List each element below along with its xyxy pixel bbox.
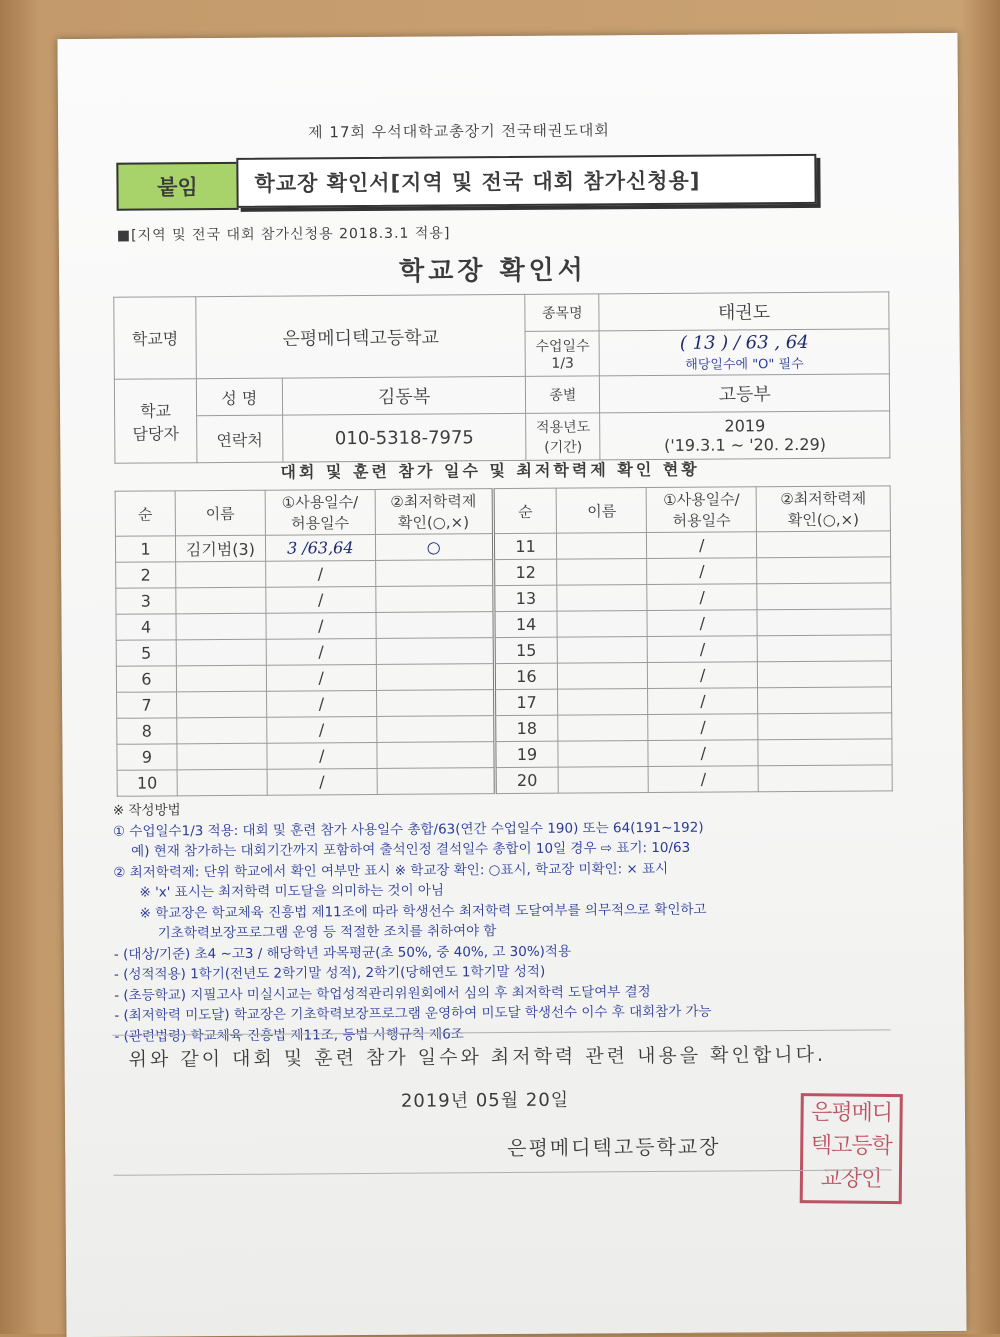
header-days-line1: ①사용일수/ [663,490,740,509]
header-days-line2: 허용일수 [672,511,731,530]
row-no: 6 [116,666,176,692]
event-value: 태권도 [599,292,889,331]
row-days: / [266,586,376,613]
row-no: 13 [493,585,557,611]
row-name [176,613,266,640]
form-banner: 학교장 확인서[지역 및 전국 대회 참가신청용] [236,154,816,208]
attachment-tag: 붙임 [116,162,238,211]
row-no: 15 [494,637,558,663]
header-grade-line1: ②최저학력제 [390,492,477,511]
row-no: 3 [116,588,176,614]
row-days: / [647,610,757,637]
row-name [176,665,266,692]
row-days: / [648,662,758,689]
row-days: / [647,532,757,559]
divider [113,1169,891,1175]
row-days: / [647,584,757,611]
row-no: 10 [117,770,177,796]
days-cell [599,329,889,376]
days-label-line2: 1/3 [551,355,574,372]
school-value: 은평메디텍고등학교 [196,294,526,378]
row-grade [758,713,892,740]
year-label [526,413,600,461]
header-name-left: 이름 [175,490,265,536]
days-note: 해당일수에 "O" 필수 [685,356,804,373]
header-days-left [265,489,375,535]
row-no: 18 [494,715,558,741]
row-name [558,637,648,664]
row-name [557,559,647,586]
row-grade [375,560,493,587]
row-no: 4 [116,614,176,640]
document-page [57,33,966,1337]
year-range: ('19.3.1 ~ '20. 2.29) [663,434,827,455]
instruction-line: - (대상/기준) 초4 ~고3 / 해당학년 과목평균(초 50%, 중 40%, 고 30%)적용 [113,943,572,963]
row-no: 9 [117,744,177,770]
row-grade [757,609,891,636]
year-label-line1: 적용년도 [535,419,591,436]
instruction-line: 예) 현재 참가하는 대회기간까지 포함하여 출석인정 결석일수 총합이 10일 경우 ⇨ 표기: 10/63 [131,839,691,860]
row-name [558,689,648,716]
staff-label-line1: 학교 [139,400,172,421]
row-no: 12 [493,559,557,585]
row-days: / [267,716,377,743]
header-grade-left [375,489,493,535]
row-days: / [266,638,376,665]
contact-label: 연락처 [197,415,283,463]
participation-table [115,485,893,796]
row-name [176,561,266,588]
row-name [176,587,266,614]
days-label-line1: 수업일수 [535,338,590,355]
header-name-right: 이름 [557,488,647,534]
header-days-right [646,487,756,533]
row-days: / [647,558,757,585]
row-no: 16 [494,663,558,689]
row-grade [758,765,892,792]
name-value: 김동복 [282,376,526,415]
row-grade: ○ [375,534,493,561]
header-no-right: 순 [493,488,557,533]
row-days: / [647,636,757,663]
row-grade [757,635,891,662]
header-grade-line1: ②최저학력제 [780,489,867,509]
row-days: / [267,742,377,769]
row-no: 2 [116,562,176,588]
row-name [177,743,267,770]
info-table [113,291,890,463]
list-title: 대회 및 훈련 참가 일수 및 최저학력제 확인 현황 [280,459,700,482]
row-no: 19 [494,741,558,767]
row-days: / [648,714,758,741]
row-days: / [266,664,376,691]
event-title: 제 17회 우석대학교총장기 전국태권도대회 [308,121,610,142]
row-name: 김기범(3) [175,535,265,562]
header-days-line2: 허용일수 [291,514,350,533]
row-grade [376,716,494,743]
row-no: 20 [495,767,559,793]
row-no: 5 [116,640,176,666]
year-label-line2: (기간) [544,439,583,456]
row-no: 8 [117,718,177,744]
row-days: / [267,768,377,795]
row-grade [757,557,891,584]
instruction-line: ※ 'x' 표시는 최저학력 미도달을 의미하는 것이 아님 [139,882,445,901]
row-name [558,663,648,690]
row-name [176,691,266,718]
header-grade-line2: 확인(○,×) [397,513,470,532]
row-days: / [648,740,758,767]
header-days-line1: ①사용일수/ [281,493,359,512]
row-grade [757,531,891,558]
header-grade-line2: 확인(○,×) [787,510,860,530]
row-name [557,533,647,560]
instruction-line: - (최저학력 미도달) 학교장은 기초학력보장프로그램 운영하여 미도달 학생선수 이수 후 대회참가 가능 [114,1003,712,1024]
row-grade [377,742,495,769]
row-grade [376,690,494,717]
form-applicability-note: ■[지역 및 전국 대회 참가신청용 2018.3.1 적용] [116,225,451,244]
instructions-heading: ※ 작성방법 [112,802,181,819]
instruction-line: - (성적적용) 1학기(전년도 2학기말 성적), 2학기(당해연도 1학기말 성적) [113,963,546,983]
row-name [559,767,649,794]
instruction-line: 기초학력보장프로그램 운영 등 적절한 조치를 취하여야 함 [157,923,497,942]
event-label: 종목명 [525,294,599,332]
instruction-line: - (초등학교) 지필고사 미실시교는 학업성적관리위원회에서 심의 후 최저학력 도달여부 결정 [114,983,651,1004]
row-name [557,585,647,612]
days-label [525,331,599,377]
row-days: / [265,560,375,587]
issue-date: 2019년 05월 20일 [400,1089,570,1112]
staff-label [114,379,196,464]
table-row [117,765,892,796]
row-grade [377,768,495,795]
row-no: 14 [494,611,558,637]
instruction-line: - (관련법령) 학교체육 진흥법 제11조, 동법 시행규칙 제6조 [114,1025,464,1045]
official-seal: 은평메디 텍고등학 교장인 [800,1093,903,1204]
instruction-line: ① 수업일수1/3 적용: 대회 및 훈련 참가 사용일수 총합/63(연간 수업일수 190) 또는 64(191~192) [112,819,704,840]
row-grade [758,687,892,714]
row-name [558,715,648,742]
principal-name: 은평메디텍고등학교장 [507,1134,721,1161]
row-grade [757,583,891,610]
header-no-left: 순 [115,491,175,536]
row-days: / [648,688,758,715]
staff-label-line2: 담당자 [132,423,179,444]
contact-value: 010-5318-7975 [282,413,526,462]
row-no: 1 [115,536,175,562]
row-name [557,611,647,638]
row-no: 7 [117,692,177,718]
row-days: / [266,612,376,639]
row-days: 3 /63,64 [265,534,375,561]
row-name [176,639,266,666]
division-label: 종별 [526,376,600,414]
row-days: / [648,766,758,793]
row-no: 17 [494,689,558,715]
name-label: 성 명 [196,378,282,416]
year-cell [600,411,890,460]
row-days: / [266,690,376,717]
page-title: 학교장 확인서 [399,255,587,287]
instructions [113,795,915,1047]
row-grade [375,586,493,613]
row-name [558,741,648,768]
year-value: 2019 [724,416,766,436]
row-name [177,769,267,796]
instruction-line: ② 최저학력제: 단위 학교에서 확인 여부만 표시 ※ 학교장 확인: ○표시, 학교장 미확인: × 표시 [113,860,669,881]
days-value: ( 13 ) / 63 , 64 [679,331,809,354]
school-label: 학교명 [114,297,196,380]
row-grade [758,661,892,688]
row-no: 11 [493,533,557,559]
row-grade [376,612,494,639]
confirmation-statement: 위와 같이 대회 및 훈련 참가 일수와 최저학력 관련 내용을 확인합니다. [128,1043,827,1071]
row-grade [758,739,892,766]
instruction-line: ※ 학교장은 학교체육 진흥법 제11조에 따라 학생선수 최저학력 도달여부를 의무적으로 확인하고 [139,901,707,922]
division-value: 고등부 [600,374,890,413]
row-grade [376,664,494,691]
row-name [177,717,267,744]
row-grade [376,638,494,665]
header-grade-right [756,486,890,532]
